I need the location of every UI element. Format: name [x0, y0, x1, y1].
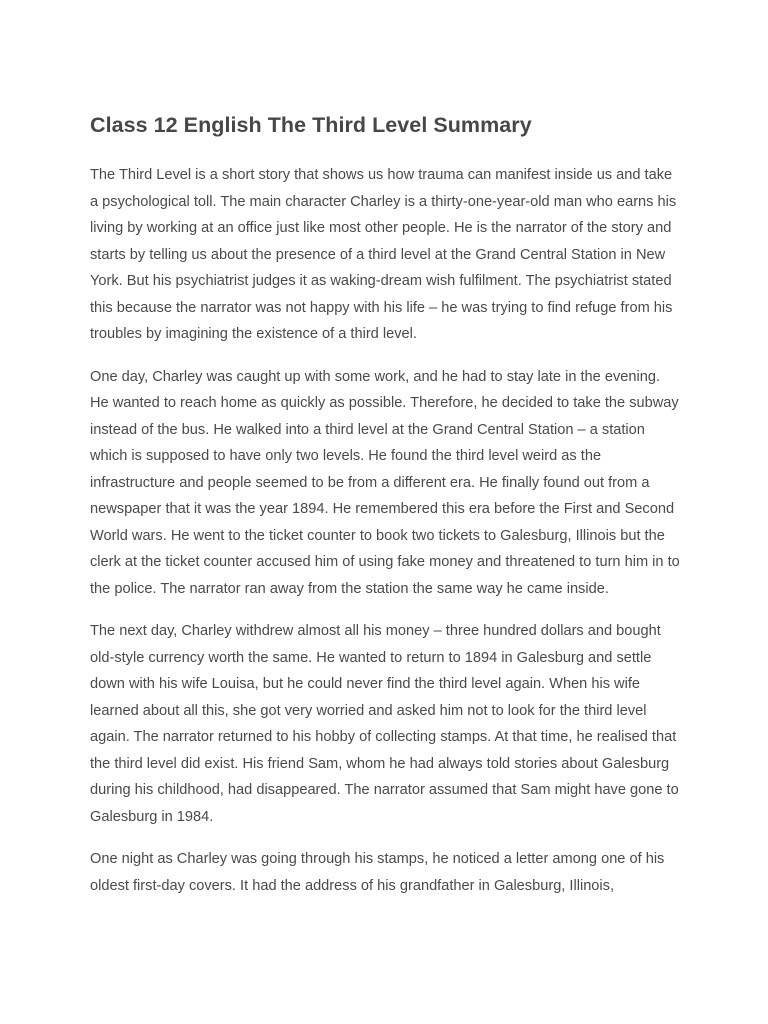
article-paragraph-3: The next day, Charley withdrew almost all his money – three hundred dollars and bought old-style currency worth the same. He wanted to return to 1894 in Galesburg and settle down with his wife Louisa, but he could never find the third level again. When his wife learned about all this, she got very worried and asked him not to look for the third level again. The narrator returned to his hobby of collecting stamps. At that time, he realised that the third level did exist. His friend Sam, whom he had always told stories about Galesburg during his childhood, had disappeared. The narrator assumed that Sam might have gone to Galesburg in 1984. [90, 623, 679, 825]
article-paragraph-1: The Third Level is a short story that shows us how trauma can manifest inside us and take a psychological toll. The main character Charley is a thirty-one-year-old man who earns his living by working at an office just like most other people. He is the narrator of the story and starts by telling us about the presence of a third level at the Grand Central Station in New York. But his psychiatrist judges it as waking-dream wish fulfilment. The psychiatrist stated this because the narrator was not happy with his life – he was trying to find refuge from his troubles by imagining the existence of a third level. [90, 167, 677, 342]
article [90, 108, 680, 915]
article-paragraph-2: One day, Charley was caught up with some work, and he had to stay late in the evening. He wanted to reach home as quickly as possible. Therefore, he decided to take the subway instead of the bus. He walked into a third level at the Grand Central Station – a station which is supposed to have only two levels. He found the third level weird as the infrastructure and people seemed to be from a different era. He finally found out from a newspaper that it was the year 1894. He remembered this era before the First and Second World wars. He went to the ticket counter to book two tickets to Galesburg, Illinois but the clerk at the ticket counter accused him of using fake money and threatened to turn him in to the police. The narrator ran away from the station the same way he came inside. [90, 368, 680, 597]
article-paragraph-4: One night as Charley was going through his stamps, he noticed a letter among one of his oldest first-day covers. It had the address of his grandfather in Galesburg, Illinois, [90, 851, 665, 894]
article-title: Class 12 English The Third Level Summary [90, 113, 532, 137]
